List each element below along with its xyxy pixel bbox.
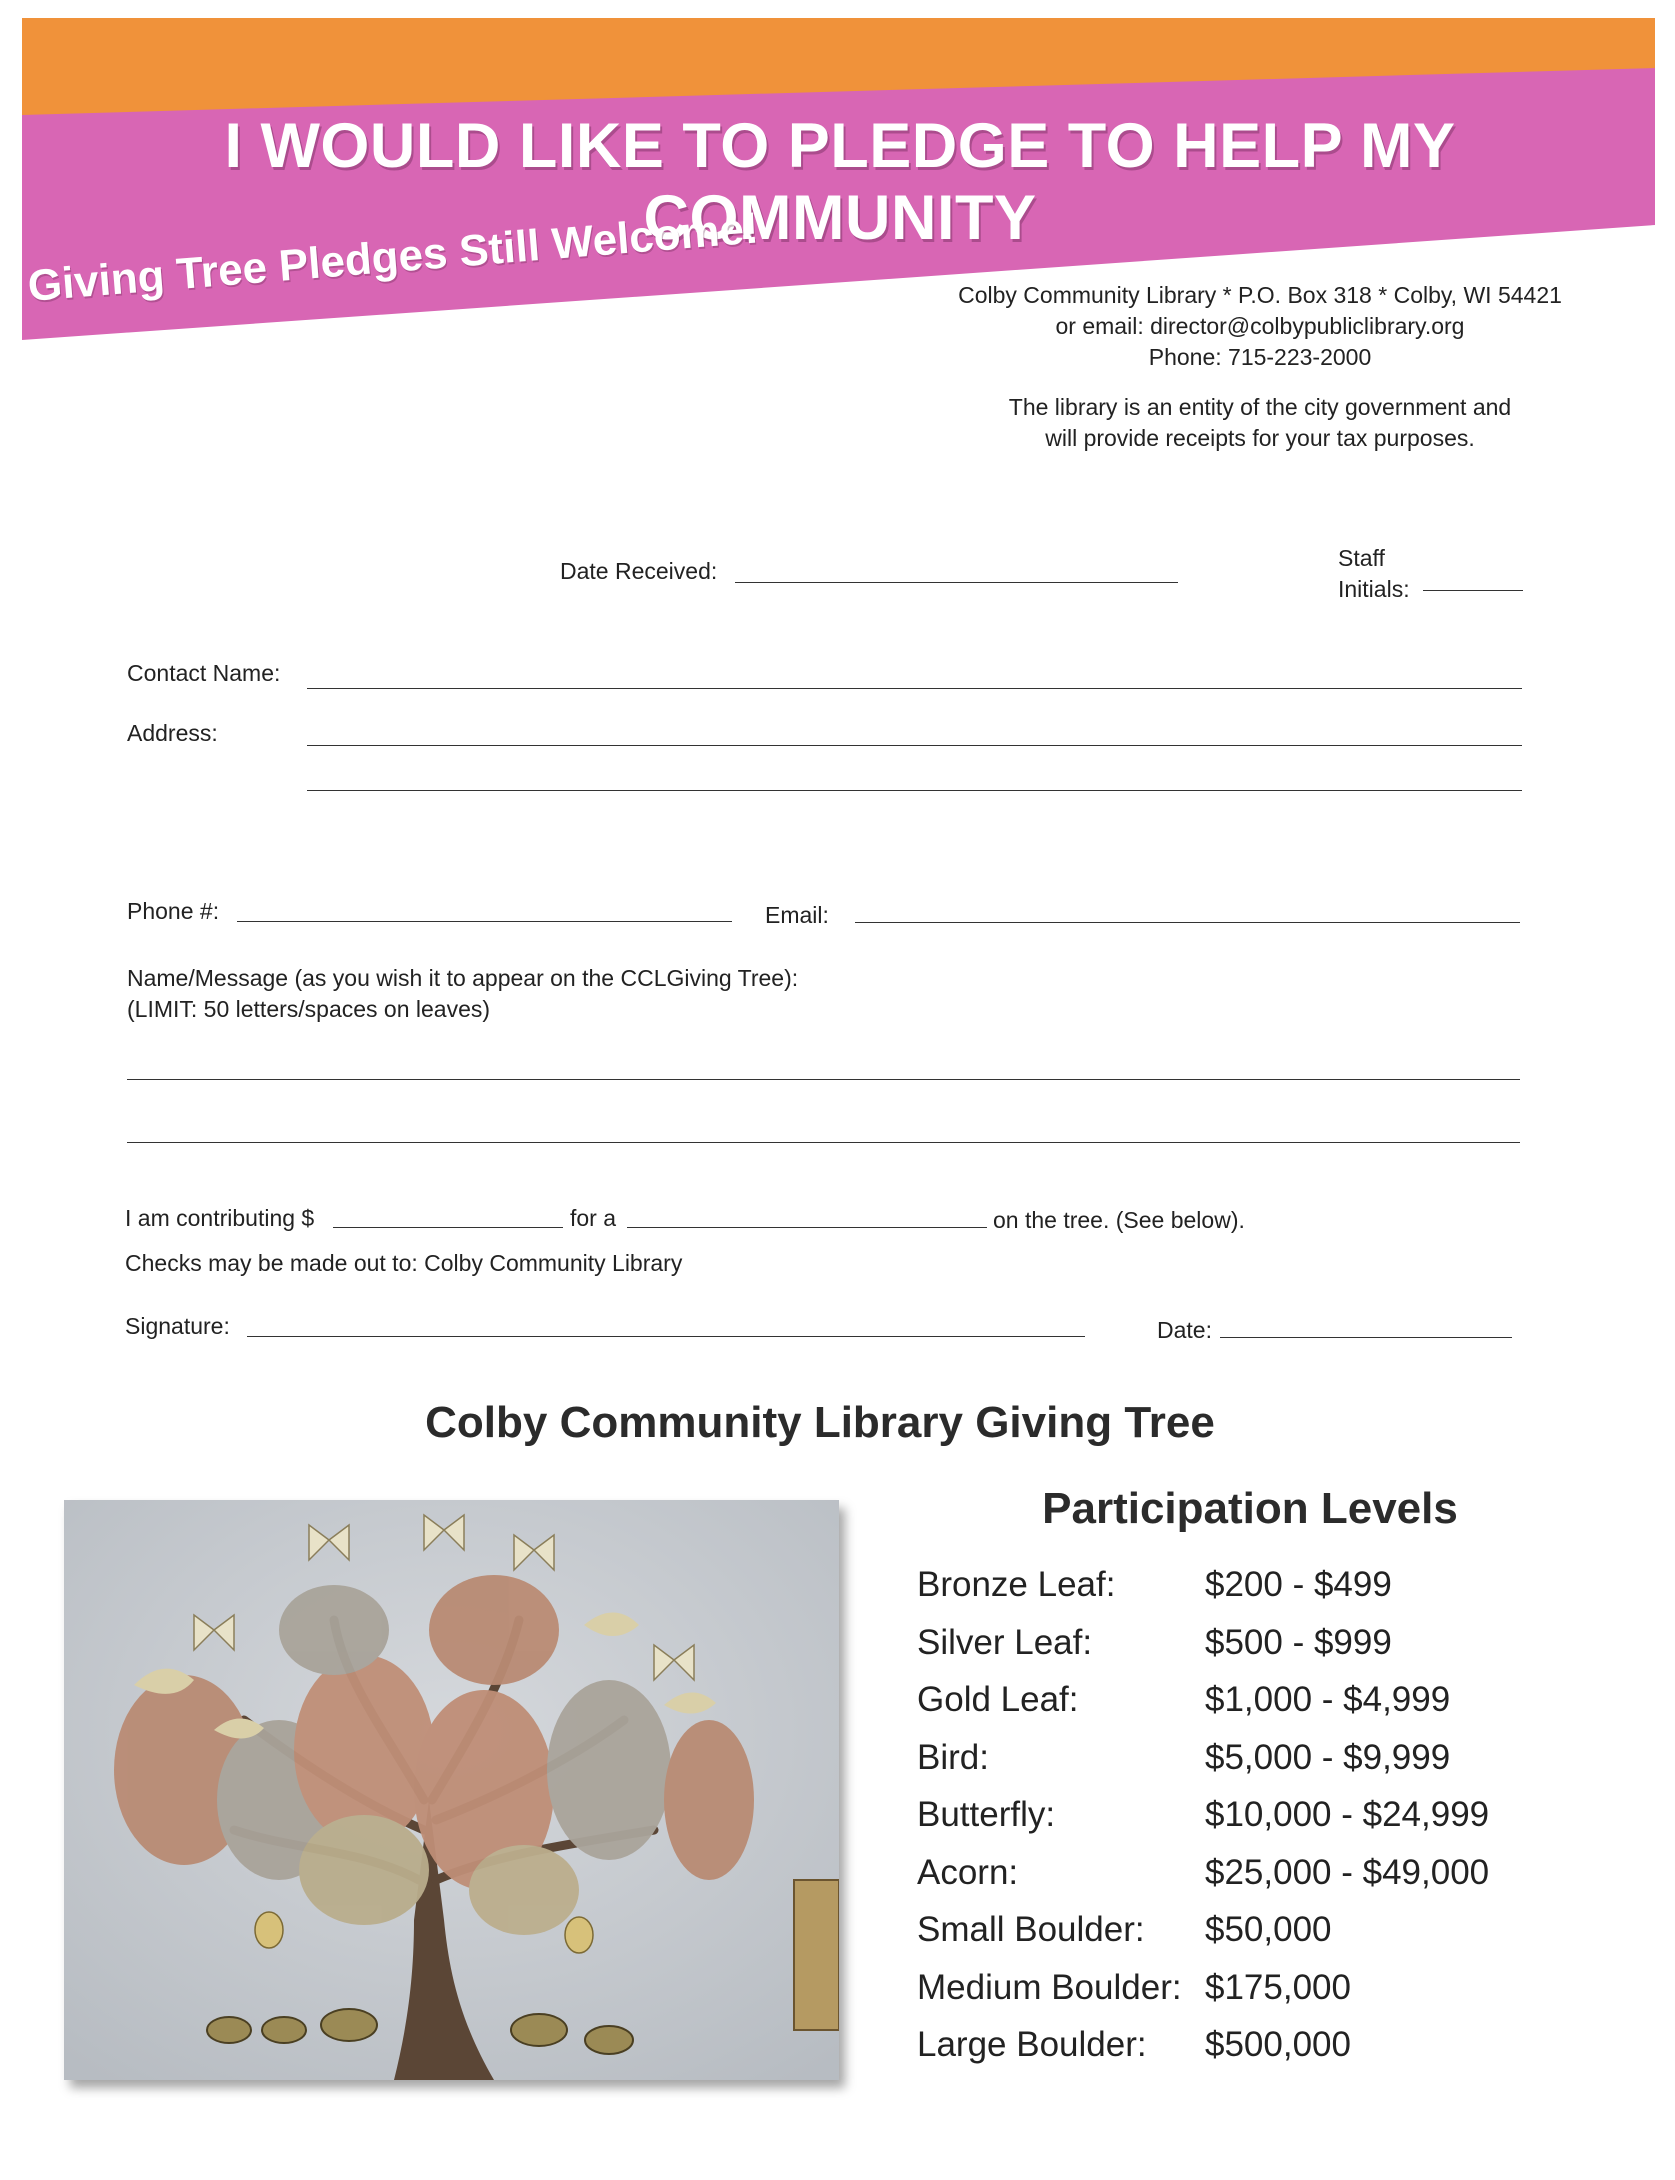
contribution-amount-field[interactable] xyxy=(333,1227,563,1228)
mailing-address: Colby Community Library * P.O. Box 318 * Colby, WI 54421 xyxy=(958,282,1562,308)
on-tree-label: on the tree. (See below). xyxy=(993,1207,1245,1233)
page-title: I WOULD LIKE TO PLEDGE TO HELP MY COMMUNITY xyxy=(224,111,1456,253)
contact-info xyxy=(920,280,1600,373)
contact-email: or email: director@colbypubliclibrary.org xyxy=(1055,313,1465,339)
giving-tree-heading: Colby Community Library Giving Tree xyxy=(425,1398,1215,1447)
contact-name-field[interactable] xyxy=(307,688,1522,689)
initials-label: Initials: xyxy=(1338,576,1410,602)
staff-label: Staff xyxy=(1338,545,1385,571)
level-name: Large Boulder: xyxy=(917,2025,1147,2064)
level-row xyxy=(917,1795,1637,1853)
giving-tree-icon xyxy=(64,1500,839,2080)
level-amount: $500,000 xyxy=(1205,2025,1351,2064)
level-amount: $500 - $999 xyxy=(1205,1622,1392,1662)
message-limit-label: (LIMIT: 50 letters/spaces on leaves) xyxy=(127,996,491,1022)
checks-payable-note: Checks may be made out to: Colby Community Library xyxy=(125,1250,683,1276)
level-amount: $175,000 xyxy=(1205,1967,1351,2007)
for-a-label: for a xyxy=(570,1205,617,1231)
phone-label: Phone #: xyxy=(127,898,220,924)
level-amount: $1,000 - $4,999 xyxy=(1205,1680,1451,1719)
level-name: Medium Boulder: xyxy=(917,1967,1182,2007)
signature-label: Signature: xyxy=(125,1313,230,1339)
level-name: Gold Leaf: xyxy=(917,1680,1079,1719)
address-label: Address: xyxy=(127,720,218,746)
message-field-line-2[interactable] xyxy=(127,1142,1520,1143)
level-row xyxy=(917,1738,1637,1796)
level-name: Small Boulder: xyxy=(917,1910,1145,1949)
level-amount: $5,000 - $9,999 xyxy=(1205,1737,1451,1777)
level-row xyxy=(917,1910,1637,1968)
contribution-item-field[interactable] xyxy=(627,1227,987,1228)
level-amount: $10,000 - $24,999 xyxy=(1205,1795,1490,1834)
date-received-field[interactable] xyxy=(735,582,1178,583)
date-field[interactable] xyxy=(1220,1337,1512,1338)
signature-field[interactable] xyxy=(247,1336,1085,1337)
level-row xyxy=(917,1565,1637,1623)
level-name: Acorn: xyxy=(917,1852,1019,1892)
level-amount: $200 - $499 xyxy=(1205,1565,1392,1604)
page-subtitle: Giving Tree Pledges Still Welcome! xyxy=(25,203,761,312)
message-field-line-1[interactable] xyxy=(127,1079,1520,1080)
contact-name-label: Contact Name: xyxy=(127,660,281,686)
address-field-line-2[interactable] xyxy=(307,790,1522,791)
tax-note xyxy=(960,392,1560,454)
date-label: Date: xyxy=(1157,1317,1212,1343)
staff-initials-field[interactable] xyxy=(1423,590,1523,591)
level-row xyxy=(917,2025,1637,2083)
contributing-label: I am contributing $ xyxy=(125,1205,315,1231)
date-received-label: Date Received: xyxy=(560,558,718,584)
participation-levels-list xyxy=(917,1565,1637,2083)
phone-field[interactable] xyxy=(237,921,732,922)
level-name: Silver Leaf: xyxy=(917,1622,1093,1662)
giving-tree-photo xyxy=(64,1500,839,2080)
level-amount: $50,000 xyxy=(1205,1910,1332,1949)
message-label: Name/Message (as you wish it to appear on the CCLGiving Tree): xyxy=(127,965,799,991)
level-row xyxy=(917,1623,1637,1681)
address-field-line-1[interactable] xyxy=(307,745,1522,746)
level-amount: $25,000 - $49,000 xyxy=(1205,1852,1490,1892)
level-row xyxy=(917,1853,1637,1911)
email-field[interactable] xyxy=(855,922,1520,923)
contact-phone: Phone: 715-223-2000 xyxy=(1148,344,1372,370)
level-name: Bird: xyxy=(917,1737,989,1777)
tax-note-line-2: will provide receipts for your tax purposes. xyxy=(1045,425,1475,451)
level-name: Bronze Leaf: xyxy=(917,1565,1116,1604)
participation-levels-heading: Participation Levels xyxy=(1042,1484,1458,1533)
email-label: Email: xyxy=(765,902,829,928)
level-name: Butterfly: xyxy=(917,1795,1056,1834)
level-row xyxy=(917,1680,1637,1738)
tax-note-line-1: The library is an entity of the city government and xyxy=(1008,394,1512,420)
level-row xyxy=(917,1968,1637,2026)
